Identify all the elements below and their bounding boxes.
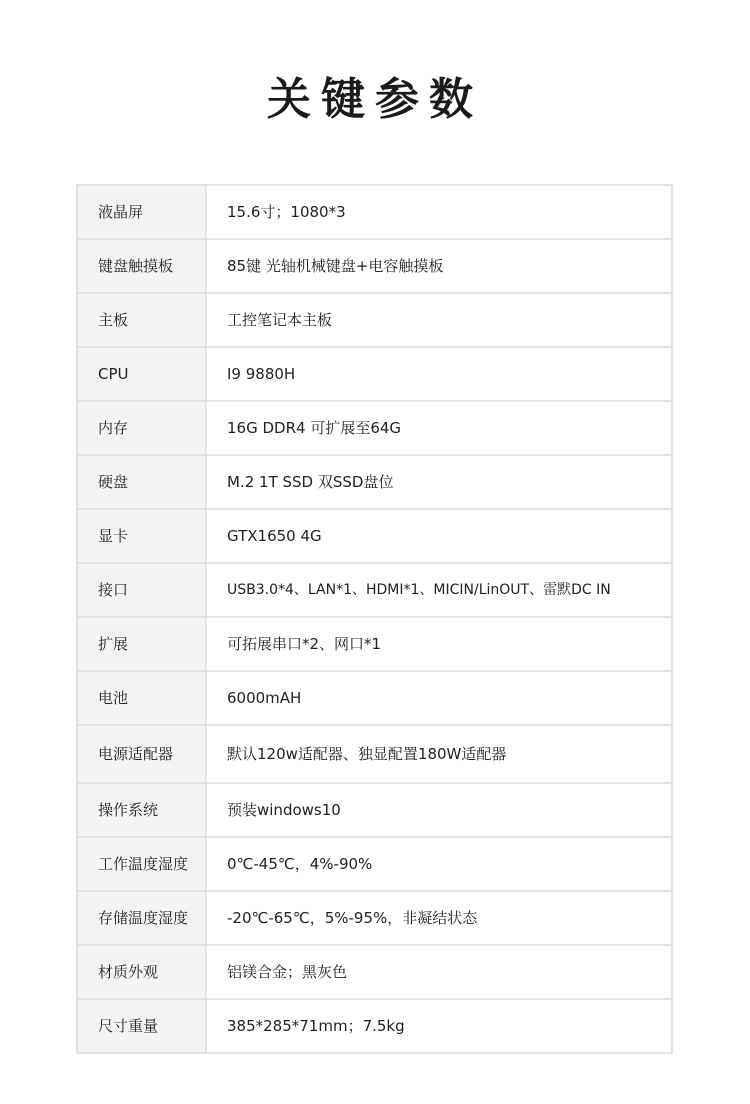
spec-row-memory: [77, 401, 672, 455]
spec-label: 存储温度湿度: [77, 891, 206, 945]
spec-value: I9 9880H: [206, 347, 672, 401]
spec-value: 默认120w适配器、独显配置180W适配器: [206, 725, 672, 783]
spec-label: 显卡: [77, 509, 206, 563]
spec-value: 85键 光轴机械键盘+电容触摸板: [206, 239, 672, 293]
spec-label: 工作温度湿度: [77, 837, 206, 891]
spec-value: 可拓展串口*2、网口*1: [206, 617, 672, 671]
spec-value: 15.6寸；1080*3: [206, 185, 672, 239]
spec-table: [76, 184, 673, 1054]
spec-row-mainboard: [77, 293, 672, 347]
spec-label: 硬盘: [77, 455, 206, 509]
spec-row-os: [77, 783, 672, 837]
spec-row-storage: [77, 455, 672, 509]
spec-label: 尺寸重量: [77, 999, 206, 1053]
spec-row-display: [77, 185, 672, 239]
spec-row-size-weight: [77, 999, 672, 1053]
spec-row-keyboard: [77, 239, 672, 293]
spec-label: 键盘触摸板: [77, 239, 206, 293]
spec-row-storage-temp: [77, 891, 672, 945]
spec-value: M.2 1T SSD 双SSD盘位: [206, 455, 672, 509]
spec-label: 液晶屏: [77, 185, 206, 239]
spec-label: 材质外观: [77, 945, 206, 999]
spec-row-ports: [77, 563, 672, 617]
spec-row-battery: [77, 671, 672, 725]
spec-value: -20℃-65℃，5%-95%，非凝结状态: [206, 891, 672, 945]
spec-value: GTX1650 4G: [206, 509, 672, 563]
spec-value: 385*285*71mm；7.5kg: [206, 999, 672, 1053]
spec-value: 工控笔记本主板: [206, 293, 672, 347]
spec-label: 电池: [77, 671, 206, 725]
spec-label: 主板: [77, 293, 206, 347]
spec-label: 电源适配器: [77, 725, 206, 783]
spec-row-expansion: [77, 617, 672, 671]
spec-label: 接口: [77, 563, 206, 617]
page-title: 关键参数: [267, 74, 483, 125]
spec-row-material: [77, 945, 672, 999]
spec-row-cpu: [77, 347, 672, 401]
spec-value: 铝镁合金；黑灰色: [206, 945, 672, 999]
spec-label: CPU: [77, 347, 206, 401]
spec-value: 0℃-45℃，4%-90%: [206, 837, 672, 891]
spec-value: 6000mAH: [206, 671, 672, 725]
spec-label: 操作系统: [77, 783, 206, 837]
spec-row-operating-temp: [77, 837, 672, 891]
spec-label: 扩展: [77, 617, 206, 671]
spec-value: 预装windows10: [206, 783, 672, 837]
spec-row-gpu: [77, 509, 672, 563]
spec-label: 内存: [77, 401, 206, 455]
spec-row-power-adapter: [77, 725, 672, 783]
spec-value: USB3.0*4、LAN*1、HDMI*1、MICIN/LinOUT、雷默DC IN: [206, 563, 672, 617]
spec-value: 16G DDR4 可扩展至64G: [206, 401, 672, 455]
